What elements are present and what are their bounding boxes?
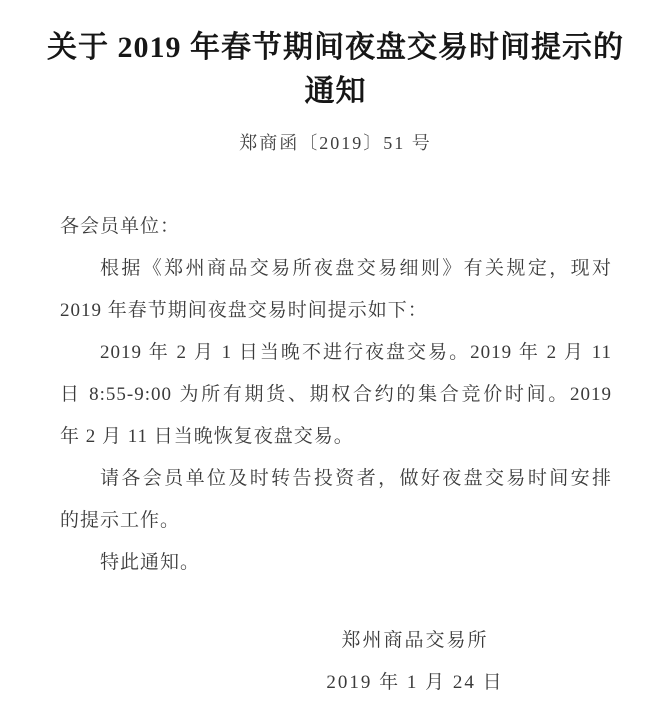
body-line-request: 请各会员单位及时转告投资者，做好夜盘交易时间安排 (100, 468, 612, 489)
body-line-closing: 特此通知。 (100, 552, 201, 573)
body-line-schedule-end: 年 2 月 11 日当晚恢复夜盘交易。 (60, 426, 354, 447)
body-line-basis-continued: 2019 年春节期间夜盘交易时间提示如下： (60, 300, 428, 321)
signature-date: 2019 年 1 月 24 日 (326, 672, 504, 693)
document-number: 郑商函〔2019〕51 号 (239, 133, 432, 153)
document-title-line-1: 关于 2019 年春节期间夜盘交易时间提示的 (47, 31, 624, 64)
body-line-request-end: 的提示工作。 (60, 510, 181, 531)
document-title-line-2: 通知 (304, 75, 367, 108)
document-title (0, 26, 671, 114)
document-body (60, 206, 612, 584)
signature-organization: 郑州商品交易所 (341, 630, 489, 651)
body-line-schedule: 2019 年 2 月 1 日当晚不进行夜盘交易。2019 年 2 月 11 (100, 342, 612, 363)
body-line-basis: 根据《郑州商品交易所夜盘交易细则》有关规定，现对 (100, 258, 612, 279)
salutation-line: 各会员单位： (60, 216, 181, 237)
signature-block (159, 620, 671, 704)
body-line-schedule-continued: 日 8:55-9:00 为所有期货、期权合约的集合竞价时间。2019 (60, 384, 612, 405)
